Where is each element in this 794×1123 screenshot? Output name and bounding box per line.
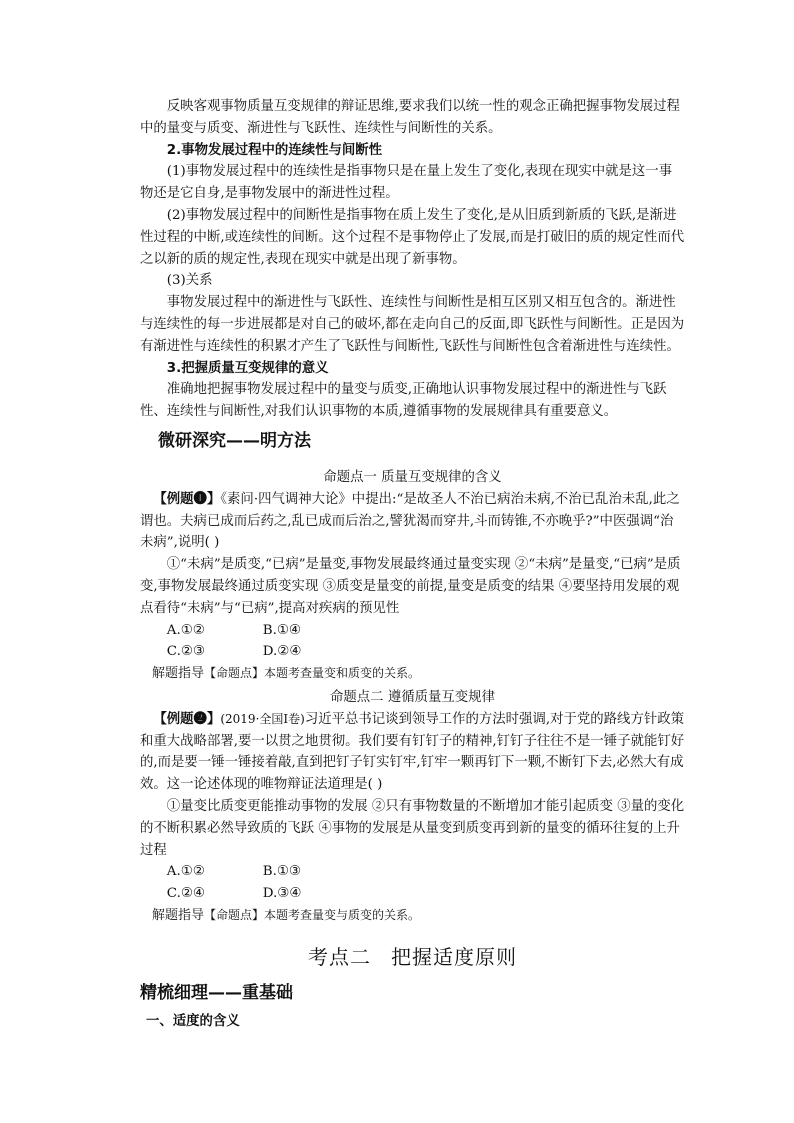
solution-guide-2: 解题指导【命题点】本题考查量变与质变的关系。: [152, 907, 421, 923]
option-a: A.①②: [166, 622, 205, 638]
option-b: B.①④: [262, 622, 301, 638]
section-title-method: 微研深究——明方法: [158, 430, 311, 451]
option-c: C.②④: [166, 886, 205, 902]
option-d: D.③④: [262, 886, 302, 902]
option-d: D.②④: [262, 644, 302, 660]
option-b: B.①③: [262, 864, 301, 880]
paragraph: (2)事物发展过程中的间断性是指事物在质上发生了变化,是从旧质到新质的飞跃,是渐进性过程的中断,或连续性的间断。这个过程不是事物停止了发展,而是打破旧的质的规定性而代之以新的质的规定性,表现在现实中就是出现了新事物。: [140, 207, 685, 267]
solution-guide-1: 解题指导【命题点】本题考查量变和质变的关系。: [152, 666, 421, 682]
heading-continuity: 2.事物发展过程中的连续性与间断性: [166, 142, 383, 158]
paragraph: (3)关系: [166, 273, 213, 289]
paragraph: 反映客观事物质量互变规律的辩证思维,要求我们以统一性的观念正确把握事物发展过程中的量变与质变、渐进性与飞跃性、连续性与间断性的关系。: [140, 99, 680, 136]
options-row: [140, 620, 685, 642]
document-content: [140, 96, 685, 1032]
options-row: [140, 641, 685, 663]
example-2-items: ①量变比质变更能推动事物的发展 ②只有事物数量的不断增加才能引起质变 ③量的变化的不断积累必然导致质的飞跃 ④事物的发展是从量变到质变再到新的量变的循环往复的上升过程: [140, 798, 685, 858]
section-title-basics: 精梳细理——重基础: [140, 982, 293, 1003]
proposition-title-1: 命题点一 质量互变规律的含义: [323, 469, 502, 485]
proposition-title-2: 命题点二 遵循质量互变规律: [330, 689, 495, 705]
paragraph: 准确地把握事物发展过程中的量变与质变,正确地认识事物发展过程中的渐进性与飞跃性、连续性与间断性,对我们认识事物的本质,遵循事物的发展规律具有重要意义。: [140, 382, 667, 420]
option-c: C.②③: [166, 644, 205, 660]
example-1-items: ①“未病”是质变,“已病”是量变,事物发展最终通过量变实现 ②“未病”是量变,“已病”是质变,事物发展最终通过质变实现 ③质变是量变的前提,量变是质变的结果 ④要坚持用发展的观点看待“未病”与“已病”,提高对疾病的预见性: [140, 557, 681, 616]
subheading-definition: 一、适度的含义: [146, 1013, 240, 1029]
heading-significance: 3.把握质量互变规律的意义: [166, 360, 329, 376]
kaodian-title: 考点二 把握适度原则: [308, 944, 517, 969]
option-a: A.①②: [166, 864, 205, 880]
example-label: 【例题❶】: [153, 490, 221, 507]
options-row: [140, 861, 685, 883]
example-2-stem: 【例题❷】(2019·全国Ⅰ卷)习近平总书记谈到领导工作的方法时强调,对于党的路线方针政策和重大战略部署,要一以贯之地贯彻。我们要有钉钉子的精神,钉钉子往往不是一锤子就能钉好的,而是要一锤一锤接着敲,直到把钉子钉实钉牢,钉牢一颗再钉下一颗,不断钉下去,必然大有成效。这一论述体现的唯物辩证法道理是( ): [140, 710, 685, 793]
example-label: 【例题❷】: [153, 710, 221, 727]
options-row: [140, 883, 685, 905]
example-source: (2019·全国Ⅰ卷): [220, 711, 305, 726]
paragraph: 事物发展过程中的渐进性与飞跃性、连续性与间断性是相互区别又相互包含的。渐进性与连续性的每一步进展都是对自己的破坏,都在走向自己的反面,即飞跃性与间断性。正是因为有渐进性与连续性的积累才产生了飞跃性与间断性,飞跃性与间断性包含着渐进性与连续性。: [140, 295, 685, 354]
example-1-stem: 【例题❶】《素问·四气调神大论》中提出:“是故圣人不治已病治未病,不治已乱治未乱,此之谓也。夫病已成而后药之,乱已成而后治之,譬犹渴而穿井,斗而铸锥,不亦晚乎?”中医强调“治未病”,说明( ): [140, 490, 680, 551]
paragraph: (1)事物发展过程中的连续性是指事物只是在量上发生了变化,表现在现实中就是这一事物还是它自身,是事物发展中的渐进性过程。: [140, 164, 673, 202]
